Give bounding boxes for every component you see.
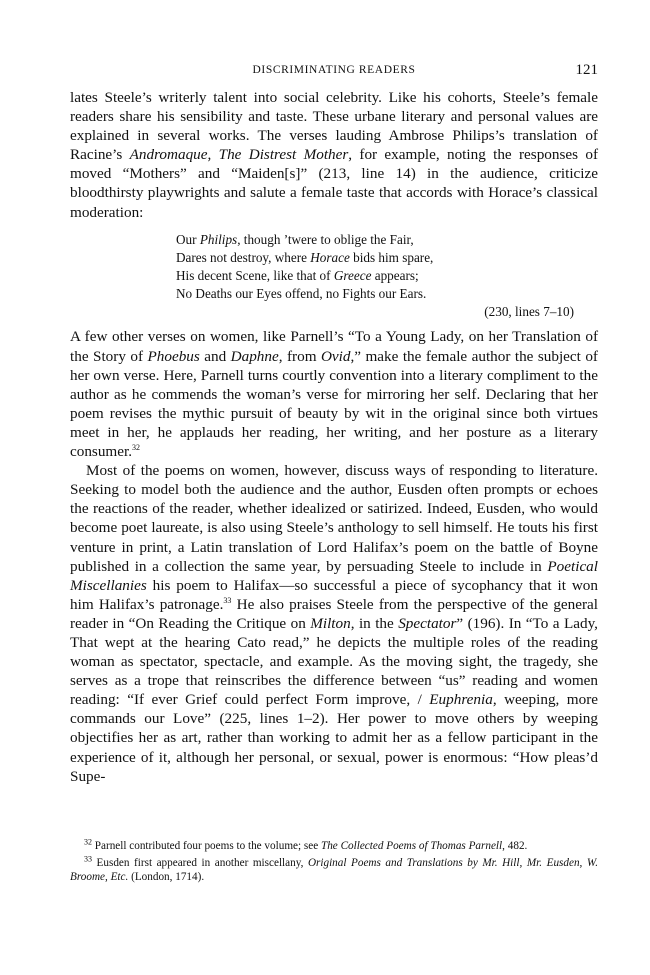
- footnote-number: 33: [84, 853, 92, 863]
- footnote-32: $^{32}$ Parnell contributed four poems to the volume; see The Collected Poems of Thomas Parnell, 482.: [84, 837, 528, 852]
- verse-line-1: Our Philips, though ’twere to oblige the Fair,: [176, 231, 414, 247]
- running-title: DISCRIMINATING READERS: [252, 64, 416, 76]
- paragraph-2: A few other verses on women, like Parnell’s “To a Young Lady, on her Translation of the Story of Phoebus and Daphne, from Ovid,” make the female author the subject of her own verse. Here, Parnell turns courtly convention into a literary compliment to the author as he commends the woman’s verse for mirroring her self. Declaring that her poem revises the mythic pursuit of beauty by wit in the original since both virtues meet in her, he applauds her reading, her writing, and her posture as a literary consumer.$^{32}$: [70, 328, 598, 461]
- footnotes: [70, 839, 598, 887]
- paragraph-1: [70, 88, 598, 222]
- paragraph-1-text-b: , for example, noting the responses of moved “Mothers” and “Maiden[s]” (213, line 14) in the audience, criticize bloodthirsty playwrights and salute a female taste that accords with Horace’s classical moderation:: [70, 146, 599, 221]
- footnote-ref-33[interactable]: 33: [223, 595, 232, 605]
- footnote-33: $^{33}$ Eusden first appeared in another miscellany, Original Poems and Translations by Mr. Hill, Mr. Eusden, W. Broome, Etc. (London, 1714).: [70, 853, 598, 884]
- running-head: [70, 62, 598, 82]
- verse-line-3: His decent Scene, like that of Greece appears;: [176, 268, 419, 284]
- paragraph-1-text-a: lates Steele’s writerly talent into social celebrity. Like his cohorts, Steele’s female readers share his sensibility and taste. These urbane literary and personal values are explained in several works. The verses lauding Ambrose Philips’s translation of Racine’s: [70, 89, 598, 164]
- page-number: 121: [575, 62, 598, 78]
- footnote-ref-32[interactable]: 32: [132, 442, 141, 452]
- verse-citation: (230, lines 7–10): [484, 304, 574, 320]
- body-text: [70, 88, 598, 786]
- verse-line-2: Dares not destroy, where Horace bids him spare,: [176, 249, 434, 265]
- footnote-number: 32: [84, 837, 92, 847]
- verse-quotation: [176, 231, 598, 304]
- paragraph-3: Most of the poems on women, however, discuss ways of responding to literature. Seeking to model both the audience and the author, Eusden often prompts or echoes the reactions of the reader, whether idealized or satirized. Indeed, Eusden, who would become poet laureate, is also using Steele’s anthology to sell himself. He touts his first venture in print, a Latin translation of Lord Halifax’s poem on the battle of Boyne published in a collection the same year, by persuading Steele to include in Poetical Miscellanies his poem to Halifax—so successful a piece of sycophancy that it won him Halifax’s patronage.$^{33}$ He also praises Steele from the perspective of the general reader in “On Reading the Critique on Milton, in the Spectator” (196). In “To a Lady, That wept at the hearing Cato read,” he depicts the multiple roles of the reading woman as spectator, spectacle, and example. As the moving sight, the tragedy, she serves as a trope that reinscribes the difference between “us” reading and women reading: “If ever Grief could perfect Form improve, / Euphrenia, weeping, more commands our Love” (225, lines 1–2). Her power to move others by weeping objectifies her as art, rather than working to admit her as a fellow participant in the experience of it, although her personal, or sexual, power is enormous: “How pleas’d Supe-: [70, 462, 599, 785]
- verse-line-4: No Deaths our Eyes offend, no Fights our Ears.: [176, 286, 427, 302]
- play-title: Andromaque, The Distrest Mother: [129, 146, 349, 164]
